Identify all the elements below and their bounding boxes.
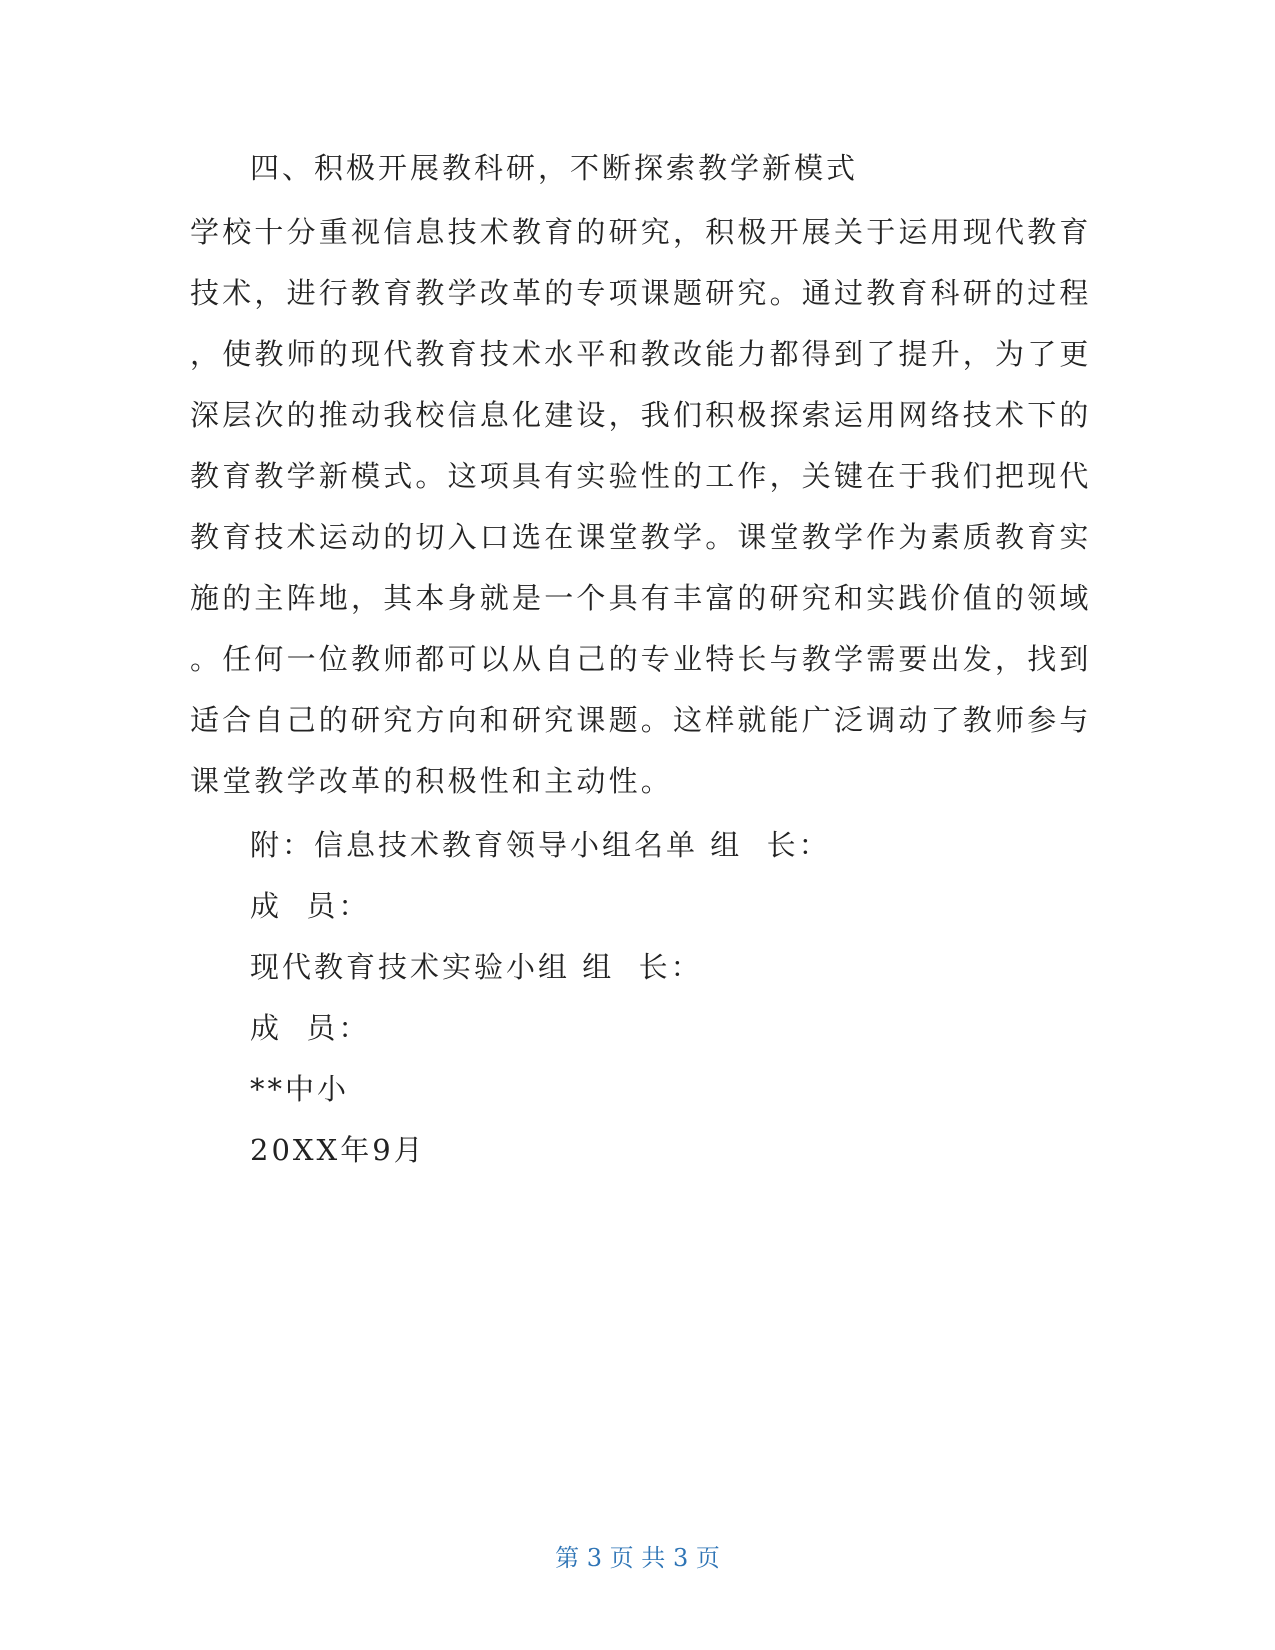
school-name: **中小: [250, 1072, 350, 1106]
appendix-leadership-group: 附：信息技术教育领导小组名单 组 长：: [250, 828, 831, 862]
paragraph-line: 施的主阵地，其本身就是一个具有丰富的研究和实践价值的领域: [190, 581, 1092, 615]
page-number-footer: 第 3 页 共 3 页: [555, 1544, 720, 1572]
section-heading: 四、积极开展教科研，不断探索教学新模式: [250, 151, 859, 185]
appendix-list: [250, 815, 831, 1181]
paragraph-line: 技术，进行教育教学改革的专项课题研究。通过教育科研的过程: [190, 276, 1092, 310]
appendix-members: 成 员：: [250, 1011, 371, 1045]
paragraph-line: 学校十分重视信息技术教育的研究，积极开展关于运用现代教育: [190, 215, 1092, 249]
paragraph-line: 。任何一位教师都可以从自己的专业特长与教学需要出发，找到: [190, 642, 1092, 676]
paragraph-line: 教育教学新模式。这项具有实验性的工作，关键在于我们把现代: [190, 459, 1092, 493]
paragraph-line: 教育技术运动的切入口选在课堂教学。课堂教学作为素质教育实: [190, 520, 1092, 554]
paragraph-line: 适合自己的研究方向和研究课题。这样就能广泛调动了教师参与: [190, 703, 1092, 737]
appendix-experiment-group: 现代教育技术实验小组 组 长：: [250, 950, 703, 984]
paragraph-line: 深层次的推动我校信息化建设，我们积极探索运用网络技术下的: [190, 398, 1092, 432]
paragraph-line: 课堂教学改革的积极性和主动性。: [190, 764, 674, 798]
document-date: 20XX年9月: [250, 1133, 426, 1167]
appendix-members: 成 员：: [250, 889, 371, 923]
body-paragraph: [190, 202, 1092, 812]
paragraph-line: ，使教师的现代教育技术水平和教改能力都得到了提升，为了更: [190, 337, 1092, 371]
